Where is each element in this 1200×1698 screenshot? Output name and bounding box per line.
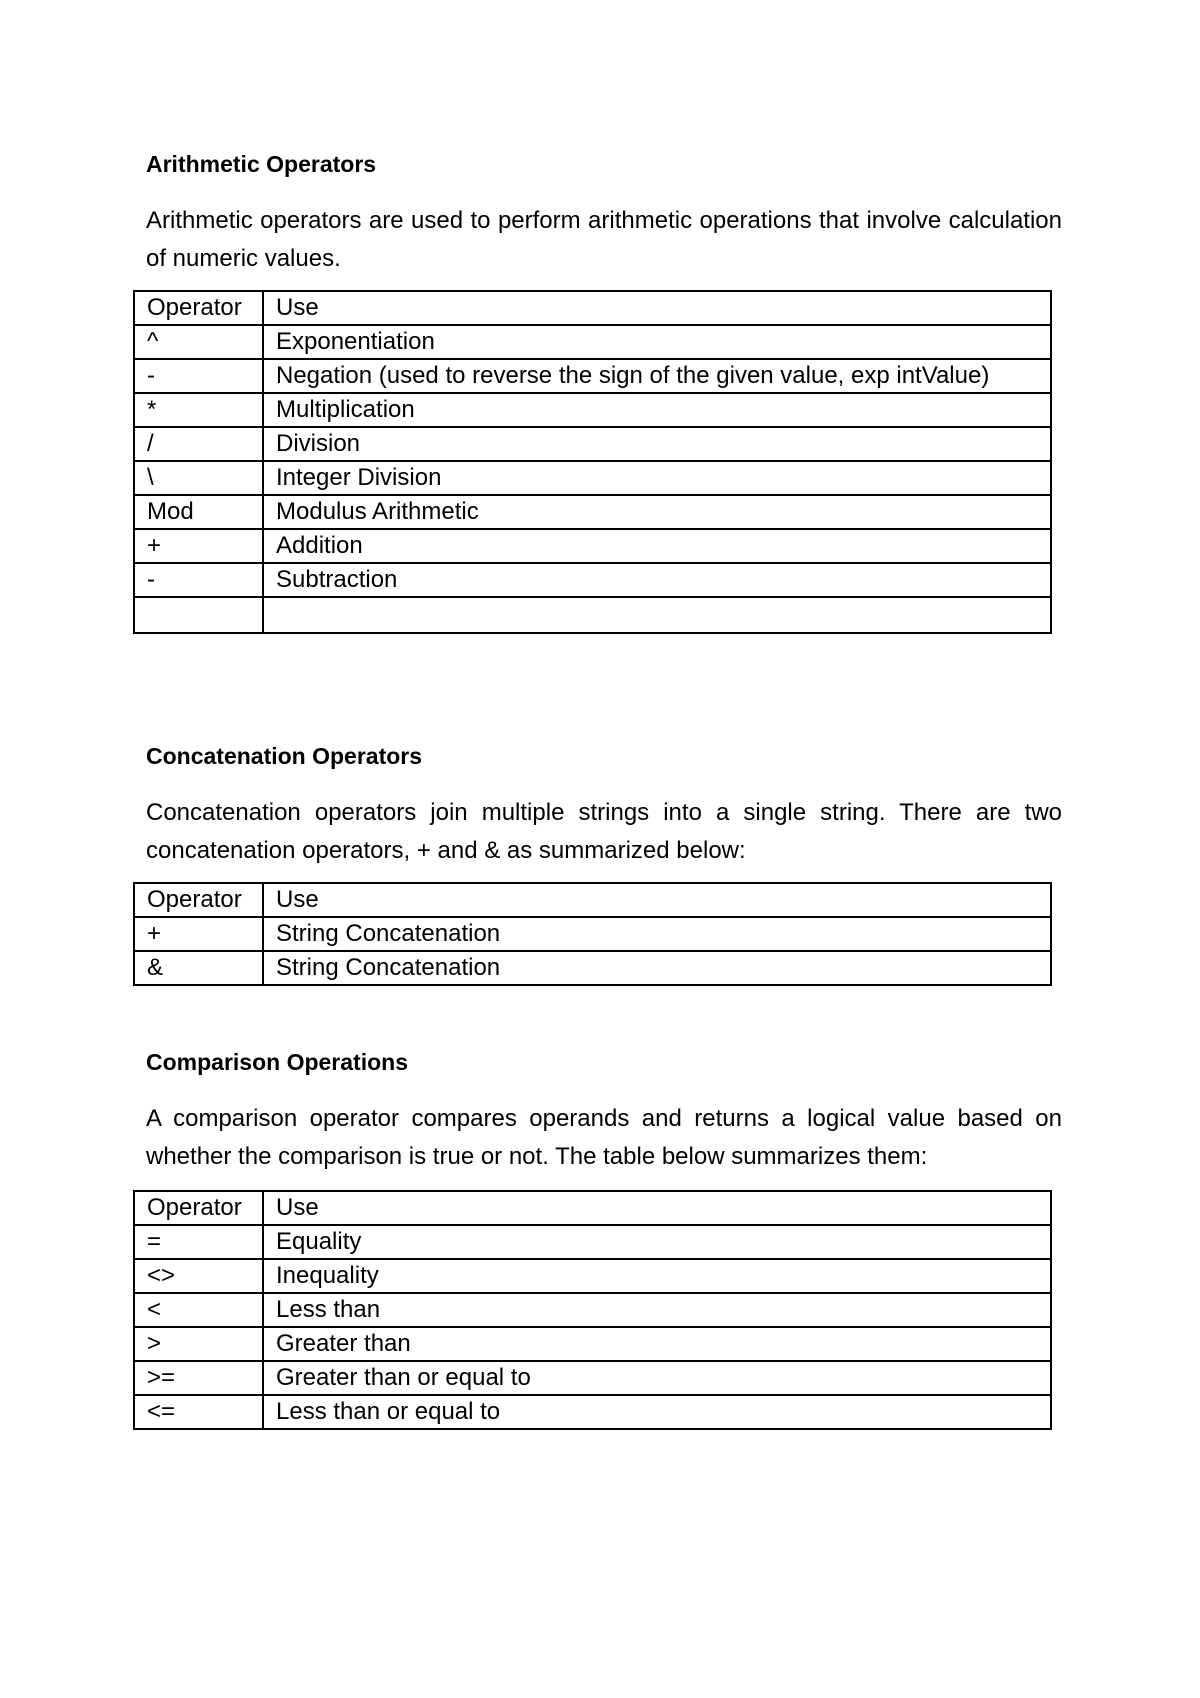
use-cell: Exponentiation [263,325,1051,359]
arithmetic-description: Arithmetic operators are used to perform arithmetic operations that involve calculation of numeric values. [146,207,1062,272]
use-cell: Less than [263,1293,1051,1327]
table-header-row [134,291,1051,325]
table-row [134,1259,1051,1293]
table-row [134,325,1051,359]
concatenation-section [146,740,1062,870]
header-operator: Operator [134,1191,263,1225]
comparison-heading: Comparison Operations [146,1049,408,1075]
table-header-row [134,883,1051,917]
operator-cell: ^ [134,325,263,359]
use-cell: Integer Division [263,461,1051,495]
header-operator: Operator [134,291,263,325]
concatenation-table [133,882,1052,986]
operator-cell: = [134,1225,263,1259]
arithmetic-table [133,290,1052,634]
table-row [134,1225,1051,1259]
arithmetic-section [146,148,1062,278]
use-cell: Equality [263,1225,1051,1259]
operator-cell: - [134,359,263,393]
use-cell: Less than or equal to [263,1395,1051,1429]
operator-cell: & [134,951,263,985]
table-row [134,1395,1051,1429]
table-row [134,1327,1051,1361]
operator-cell: * [134,393,263,427]
header-use: Use [263,291,1051,325]
table-row [134,1361,1051,1395]
use-cell: Greater than [263,1327,1051,1361]
use-cell: Greater than or equal to [263,1361,1051,1395]
operator-cell: <= [134,1395,263,1429]
use-cell: String Concatenation [263,917,1051,951]
header-use: Use [263,1191,1051,1225]
use-cell: Multiplication [263,393,1051,427]
table-row [134,495,1051,529]
table-row [134,427,1051,461]
table-row [134,951,1051,985]
arithmetic-heading: Arithmetic Operators [146,151,377,177]
table-header-row [134,1191,1051,1225]
table-row [134,1293,1051,1327]
table-row [134,917,1051,951]
use-cell: Subtraction [263,563,1051,597]
operator-cell: <> [134,1259,263,1293]
concatenation-heading: Concatenation Operators [146,743,423,769]
header-use: Use [263,883,1051,917]
use-cell: Division [263,427,1051,461]
use-cell [263,597,1051,633]
operator-cell [134,597,263,633]
concatenation-description: Concatenation operators join multiple strings into a single string. There are two concatenation operators, + and & as summarized below: [146,799,1062,864]
use-cell: Negation (used to reverse the sign of the given value, exp intValue) [263,359,1051,393]
table-row [134,563,1051,597]
operator-cell: / [134,427,263,461]
table-row-empty [134,597,1051,633]
operator-cell: < [134,1293,263,1327]
operator-cell: \ [134,461,263,495]
use-cell: Addition [263,529,1051,563]
header-operator: Operator [134,883,263,917]
operator-cell: + [134,529,263,563]
use-cell: Inequality [263,1259,1051,1293]
comparison-section [146,1046,1062,1176]
operator-cell: > [134,1327,263,1361]
operator-cell: Mod [134,495,263,529]
table-row [134,529,1051,563]
use-cell: Modulus Arithmetic [263,495,1051,529]
use-cell: String Concatenation [263,951,1051,985]
table-row [134,461,1051,495]
operator-cell: - [134,563,263,597]
table-row [134,359,1051,393]
comparison-table [133,1190,1052,1430]
operator-cell: >= [134,1361,263,1395]
comparison-description: A comparison operator compares operands and returns a logical value based on whether the comparison is true or not. The table below summarizes them: [146,1105,1062,1170]
table-row [134,393,1051,427]
operator-cell: + [134,917,263,951]
